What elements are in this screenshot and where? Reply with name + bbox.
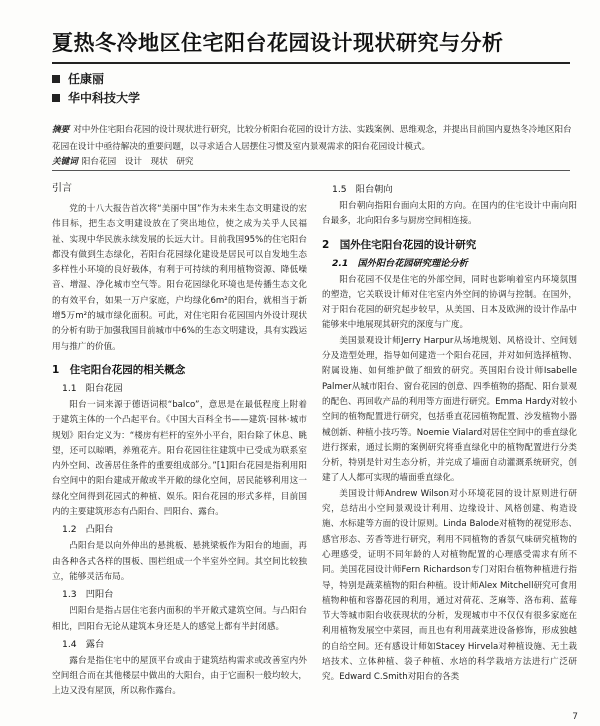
square-bullet-icon	[52, 94, 60, 102]
author-block	[52, 70, 140, 108]
intro-paragraph: 党的十八大报告首次将“美丽中国”作为未来生态文明建设的宏伟目标，把生态文明建设放在了突出地位，使之成为关乎人民福祉、实现中华民族永续发展的长远大计。目前我国95%的住宅阳台都没有做到生态绿化，若阳台花园绿化建设是居民可以自发地生态多样性小环境的良好载体，有利于可持续的利用植物资源、降低噪音、增湿、净化城市空气等。阳台花园绿化环境也是传播生态文化的有效平台，如果一万户家庭，户均绿化6m²的阳台，就相当于新增5万m²的城市绿化面积。可此，对住宅阳台花园国内外设计现状的分析有助于加强我国目前城市中6%的生态文明建设，具有实践运用与推广的价值。	[52, 204, 307, 352]
right-column	[322, 180, 577, 686]
section-1-1-paragraph: 阳台一词来源于德语词根“balco”，意思是在最低程度上附着于建筑主体的一个凸起平台。《中国大百科全书——建筑·园林·城市规划》阳台定义为：“楼房有栏杆的室外小平台，阳台除了休息、眺望，还可以晾晒，养殖花卉。阳台花园往往建筑中已受成为联系室内外空间、改善居住条件的重要组成部分。”[1]阳台花园是指利用阳台空间中的阳台建成开敞或半开敞的绿化空间，居民能够利用这一绿化空间得到花园式的种植、娱乐。阳台花园的形式多样，目前国内的主要建筑形态有凸阳台、凹阳台、露台。	[52, 399, 307, 518]
left-column	[52, 180, 307, 700]
section-1-5-heading: 1.5 阳台朝向	[332, 184, 393, 195]
section-1-4-heading: 1.4 露台	[62, 638, 105, 650]
section-2-1-paragraph: 阳台花园不仅是住宅的外部空间，同时也影响着室内环境氛围的塑造，它关联设计师对住宅室内外空间的协调与控制。在国外，对于阳台花园的研究起步较早，从美国、日本及欧洲的设计作品中能够来中地展现其研究的深度与广度。	[322, 274, 577, 331]
keywords	[52, 155, 572, 169]
section-2-1-paragraph-3: 美国设计师Andrew Wilson对小环境花园的设计原则进行研究，总结出小空间景观设计利用、边缘设计、风格创建、构造设施、水标建等方面的设计原则。Linda Balode对植物的视觉形态、感官形态、芳香等进行研究，利用不同植物的香氛气味研究植物的心理感受，证明不同年龄的人对植物配置的心理感受需求有所不同。美国花园设计师Fern Richardson专门对阳台植物种植进行指导，特别是蔬菜植物的阳台种植。设计师Alex Mitchell研究可食用植物种植和容器花园的利用，通过对荷花、芝麻等、洛布莉、蓝莓节大等城市阳台收获现状的分析，发现城市中不仅仅有很多家庭在利用植物发展空中菜园，而且也有利用蔬菜进设备修饰，形成独越的自给空间。还有感设计师如Stacey Hirvela对种植设施、无土栽培技术、立体种植、袋子种植、水培的科学栽培方法进行广泛研究。Edward C.Smith对阳台的各类	[322, 488, 577, 683]
article-title: 夏热冬冷地区住宅阳台花园设计现状研究与分析	[52, 31, 504, 55]
title-rule	[52, 62, 570, 64]
abstract	[52, 122, 572, 156]
keywords-text: 阳台花园 设计 现状 研究	[81, 157, 194, 167]
keywords-label: 关键词	[52, 157, 78, 167]
author-affiliation-line	[52, 89, 140, 108]
section-2-1-heading: 2.1 国外阳台花园研究理论分析	[332, 257, 468, 269]
section-1-5-paragraph: 阳台朝向指阳台面向太阳的方向。在国内的住宅设计中南向阳台最多，北向阳台多与厨房空间相连接。	[322, 201, 577, 227]
author-name-line	[52, 70, 140, 89]
author-affiliation: 华中科技大学	[68, 91, 141, 105]
section-1-2-paragraph: 凸阳台是以向外伸出的悬挑板、悬挑梁板作为阳台的地面，再由各种各式各样的围板、围栏组成一个半室外空间。其空间比较独立，能够灵活布局。	[52, 541, 307, 582]
section-1-3-paragraph: 凹阳台是指占居住宅套内面积的半开敞式建筑空间。与凸阳台相比，凹阳台无论从建筑本身还是人的感觉上都有半封闭感。	[52, 606, 307, 632]
author-name: 任康丽	[68, 72, 105, 86]
square-bullet-icon	[52, 75, 60, 83]
section-1-1-heading: 1.1 阳台花园	[62, 382, 123, 394]
page-number: 7	[572, 712, 578, 722]
section-1-3-heading: 1.3 凹阳台	[62, 589, 114, 601]
abstract-text: 对中外住宅阳台花园的设计现状进行研究，比较分析阳台花园的设计方法、实践案例、思维观念，并提出目前国内夏热冬冷地区阳台花园在设计中亟待解决的重要问题，以寻求适合人居摆住习惯及室内景观需求的阳台花园设计模式。	[52, 125, 572, 152]
section-2-heading: 2 国外住宅阳台花园的设计研究	[322, 238, 477, 251]
section-1-heading: 1 住宅阳台花园的相关概念	[52, 363, 186, 376]
section-1-2-heading: 1.2 凸阳台	[62, 524, 114, 536]
section-1-4-paragraph: 露台是指住宅中的屋顶平台或由于建筑结构需求或改善室内外空间组合而在其他楼层中做出的大阳台，由于它面积一般均较大，上边又没有屋顶，所以称作露台。	[52, 655, 307, 697]
abstract-label: 摘要	[52, 125, 70, 135]
intro-heading: 引言	[52, 183, 72, 194]
section-2-1-paragraph-2: 美国景观设计师Jerry Harpur从场地规划、风格设计、空间划分及造型处理，指导如何建造一个阳台花园，并对如何选择植物、附属设施、如何维护做了细致的研究。英国阳台设计师Isabelle Palmer从城市阳台、窗台花园的创意、四季植物的搭配、阳台景观的配色、再回收产品的利用等方面进行研究。Emma Hardy对较小空间的植物配置进行研究，包括垂直花园植物配置、沙发植物小器械创新、种植小技巧等。Noemie Vialard对居住空间中的垂直绿化进行探索，通过长期的案例研究将垂直绿化中的植物配置进行分类分析，特别是针对生态分析，并完成了墙面自动灌溉系统研究，创建了人人都可实现的墙面垂直绿化。	[322, 335, 577, 484]
abstract-rule	[52, 170, 570, 171]
